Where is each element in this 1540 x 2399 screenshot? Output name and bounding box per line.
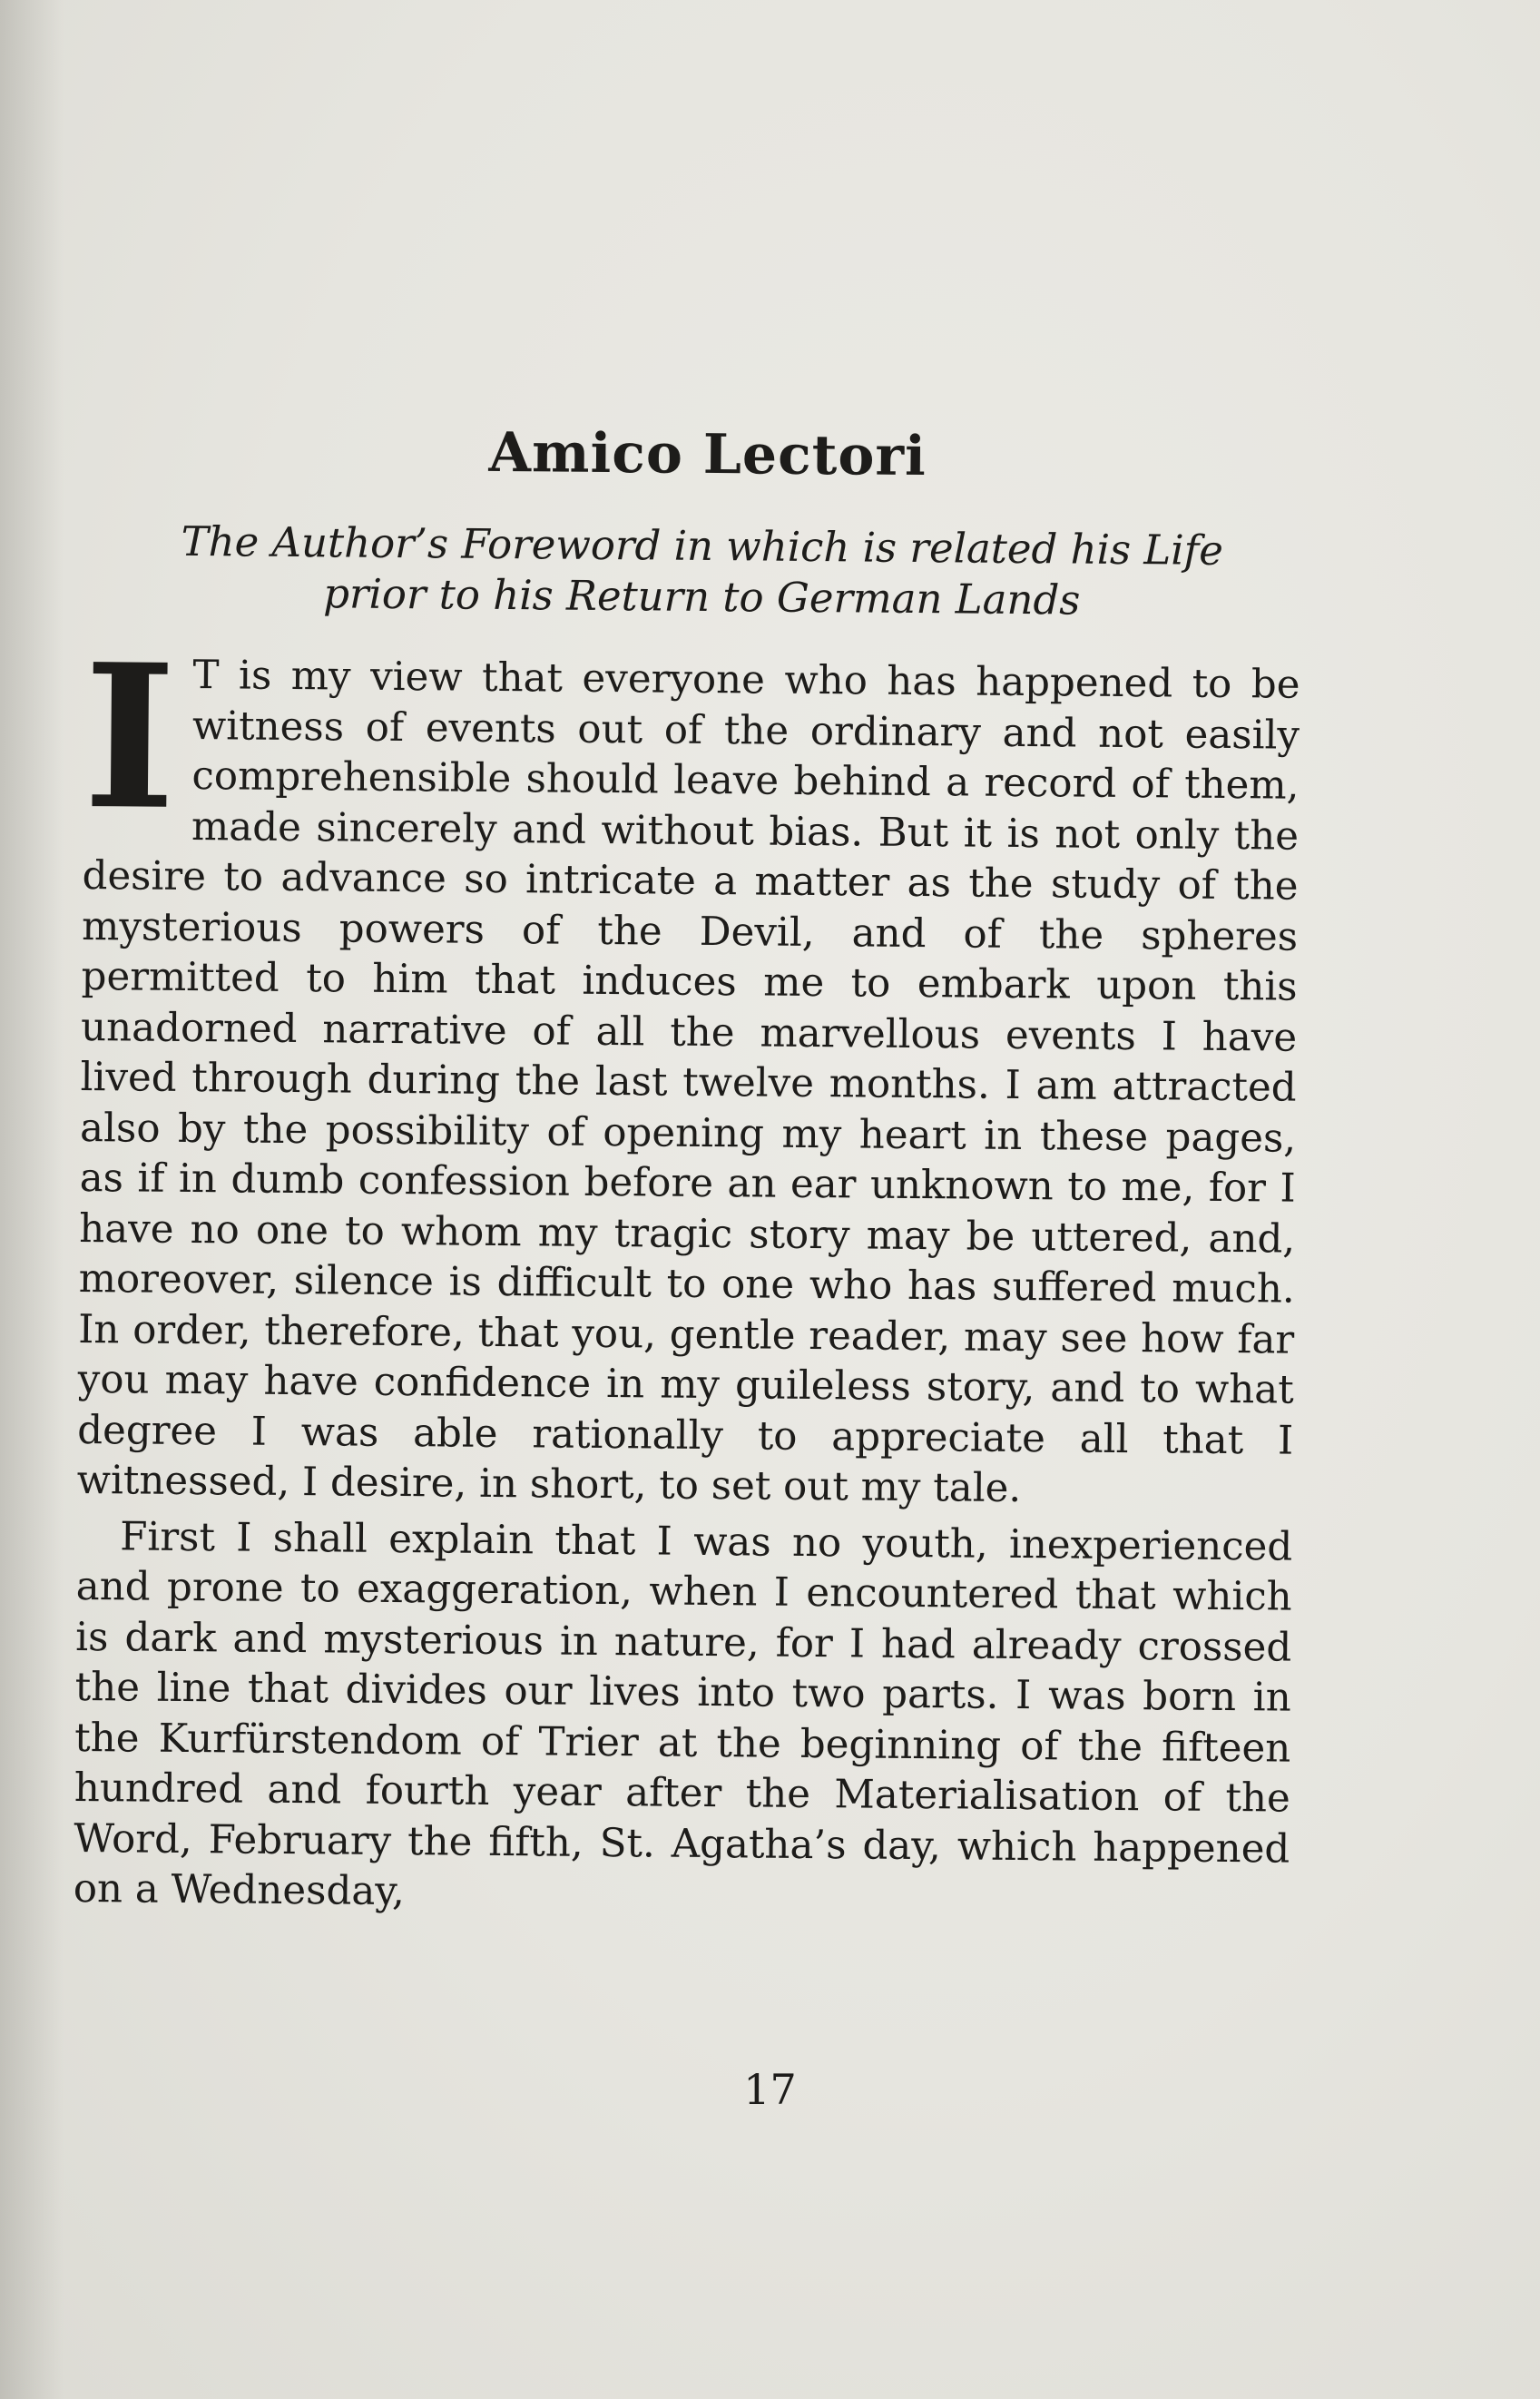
paragraph-1-text: T is my view that everyone who has happened to be witness of events out of the ordinary and not easily comprehensible should leave behind a record of them, made sincerely and without bias. But it is not only the desire to advance so intricate a matter as the study of the mysterious powers of the Devil, and of the spheres permitted to him that induces me to embark upon this unadorned narrative of all the marvellous events I have lived through during the last twelve months. I am attracted also by the possibility of opening my heart in these pages, as if in dumb confession before an ear unknown to me, for I have no one to whom my tragic story may be uttered, and, moreover, silence is difficult to one who has suffered much. In order, therefore, that you, gentle reader, may see how far you may have confidence in my guileless story, and to what degree I was able rationally to appreciate all that I witnessed, I desire, in short, to set out my tale. <box>76 653 1300 1512</box>
gutter-shadow <box>0 0 64 2399</box>
subtitle-line-1: The Author’s Foreword in which is related his Life <box>181 516 1224 575</box>
chapter-title: Amico Lectori <box>488 420 927 489</box>
paragraph-1 <box>76 620 1300 1517</box>
text-block <box>74 418 1302 1925</box>
subtitle-line-2: prior to his Return to German Lands <box>322 569 1081 624</box>
drop-cap: I <box>82 620 178 854</box>
chapter-subtitle <box>84 516 1301 628</box>
page-number: 17 <box>743 2065 797 2114</box>
paragraph-2: First I shall explain that I was no youth, inexperienced and prone to exaggeration, when I encountered that which is dark and mysterious in nature, for I had already crossed the line that divides our lives into two parts. I was born in the Kurfürstendom of Trier at the beginning of the fifteen hundred and fourth year after the Materialisation of the Word, February the fifth, St. Agatha’s day, which happened on a Wednesday, <box>73 1513 1293 1915</box>
